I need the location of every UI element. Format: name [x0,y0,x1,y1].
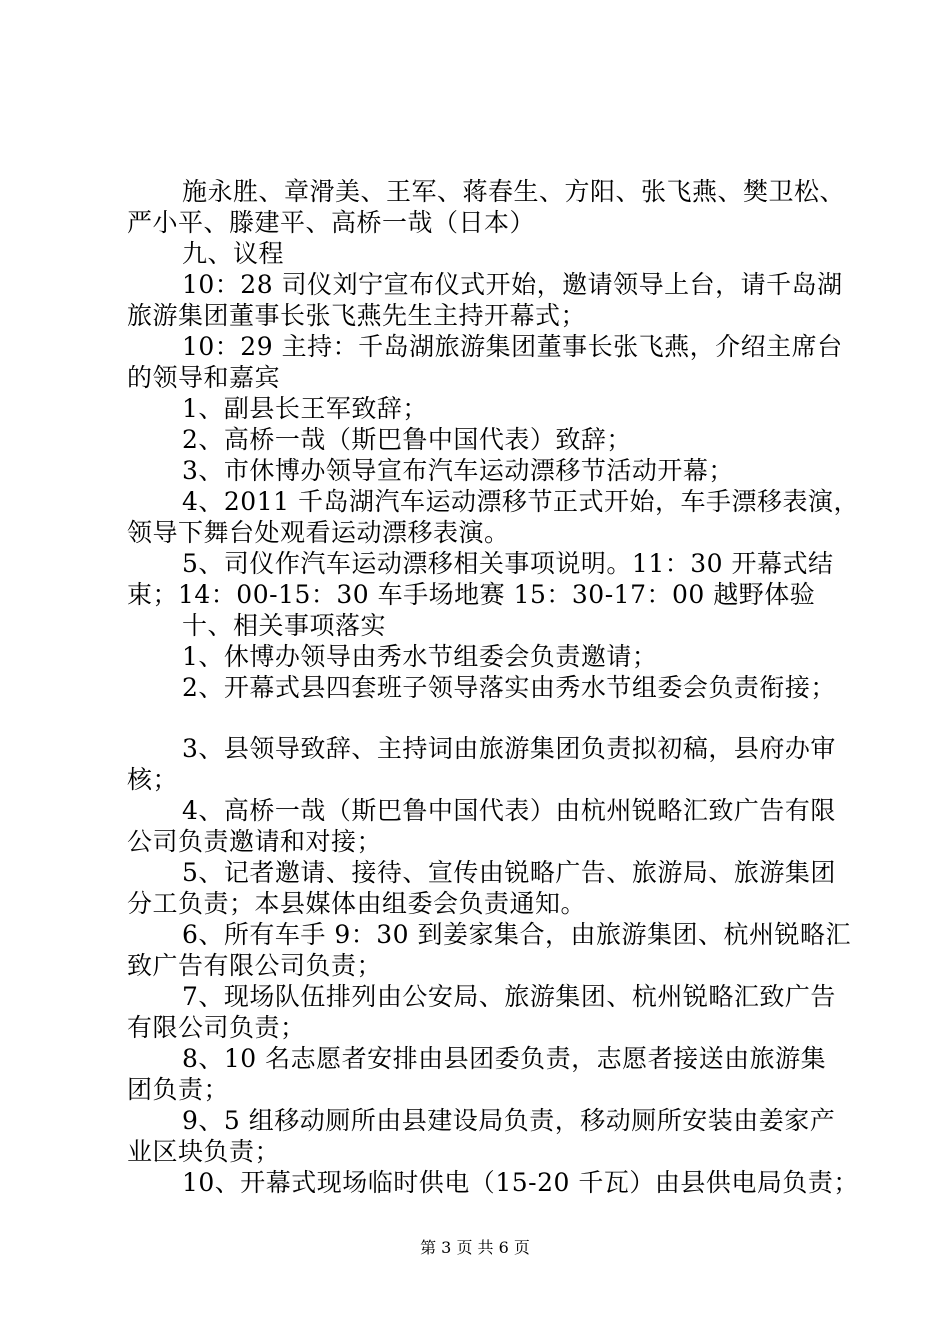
text-line: 的领导和嘉宾 [127,363,281,392]
text-line: 业区块负责； [127,1137,281,1166]
text-line: 1、副县长王军致辞； [182,394,428,423]
section-heading-agenda: 九、议程 [182,239,285,268]
text-line: 有限公司负责； [127,1013,306,1042]
section-heading-implementation: 十、相关事项落实 [182,611,387,640]
text-line: 分工负责；本县媒体由组委会负责通知。 [127,889,587,918]
text-line: 3、县领导致辞、主持词由旅游集团负责拟初稿，县府办审 [182,734,836,763]
text-line: 2、开幕式县四套班子领导落实由秀水节组委会负责衔接； [182,673,836,702]
text-line: 4、2011 千岛湖汽车运动漂移节正式开始，车手漂移表演， [182,487,859,516]
text-line: 1、休博办领导由秀水节组委会负责邀请； [182,642,658,671]
text-line: 7、现场队伍排列由公安局、旅游集团、杭州锐略汇致广告 [182,982,836,1011]
text-line: 束；14：00-15：30 车手场地赛 15：30-17：00 越野体验 [127,580,816,609]
text-line: 致广告有限公司负责； [127,951,383,980]
text-line: 10：28 司仪刘宁宣布仪式开始，邀请领导上台，请千岛湖 [182,270,843,299]
text-line: 旅游集团董事长张飞燕先生主持开幕式； [127,301,587,330]
text-line: 团负责； [127,1075,230,1104]
text-line: 3、市休博办领导宣布汽车运动漂移节活动开幕； [182,456,734,485]
text-line: 核； [127,765,179,794]
text-line: 2、高桥一哉（斯巴鲁中国代表）致辞； [182,425,632,454]
text-line: 公司负责邀请和对接； [127,827,383,856]
text-line: 8、10 名志愿者安排由县团委负责，志愿者接送由旅游集 [182,1044,827,1073]
text-line: 严小平、滕建平、高桥一哉（日本） [127,208,536,237]
text-line: 4、高桥一哉（斯巴鲁中国代表）由杭州锐略汇致广告有限 [182,796,836,825]
text-line: 5、记者邀请、接待、宣传由锐略广告、旅游局、旅游集团 [182,858,836,887]
text-line: 施永胜、章滑美、王军、蒋春生、方阳、张飞燕、樊卫松、 [182,177,846,206]
text-line: 5、司仪作汽车运动漂移相关事项说明。11：30 开幕式结 [182,549,834,578]
text-line: 领导下舞台处观看运动漂移表演。 [127,518,510,547]
text-line: 10：29 主持：千岛湖旅游集团董事长张飞燕，介绍主席台 [182,332,843,361]
text-line: 9、5 组移动厕所由县建设局负责，移动厕所安装由姜家产 [182,1106,836,1135]
text-line: 6、所有车手 9：30 到姜家集合，由旅游集团、杭州锐略汇 [182,920,852,949]
text-line: 10、开幕式现场临时供电（15-20 千瓦）由县供电局负责； [182,1168,859,1197]
page-number-label: 第 3 页 共 6 页 [420,1238,530,1257]
page-footer [0,1238,950,1258]
